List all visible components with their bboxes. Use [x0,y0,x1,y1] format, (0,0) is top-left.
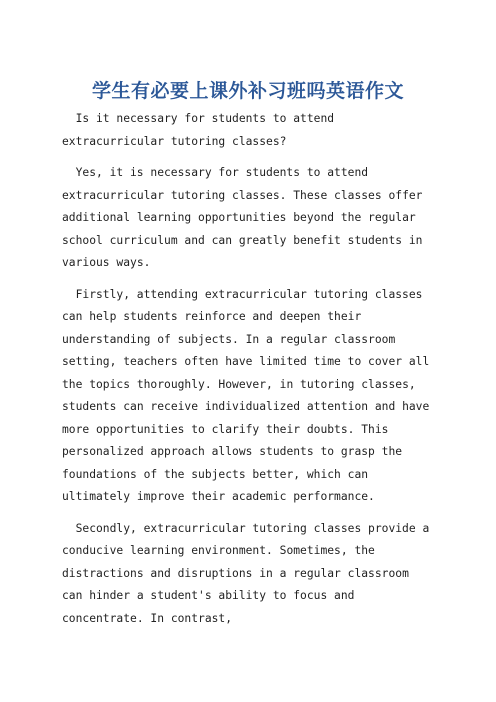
paragraph-firstly: Firstly, attending extracurricular tutoring classes can help students reinforce and deepen their understanding of subjects. In a regular classroom setting, teachers often have limited time to cover all the topics thoroughly. However, in tutoring classes, students can receive individualized attention and have more opportunities to clarify their doubts. This personalized approach allows students to grasp the foundations of the subjects better, which can ultimately improve their academic performance. [62,287,430,503]
paragraph-secondly: Secondly, extracurricular tutoring classes provide a conducive learning environment. Sometimes, the distractions and disruptions in a regular classroom can hinder a student's ability to focus and concentrate. In contrast, [62,521,430,625]
paragraph-question: Is it necessary for students to attend extracurricular tutoring classes? [62,112,335,148]
document-body [62,108,434,639]
paragraph-intro: Yes, it is necessary for students to attend extracurricular tutoring classes. These classes offer additional learning opportunities beyond the regular school curriculum and can greatly benefit students in various ways. [62,166,423,269]
document-title: 学生有必要上课外补习班吗英语作文 [91,80,404,102]
